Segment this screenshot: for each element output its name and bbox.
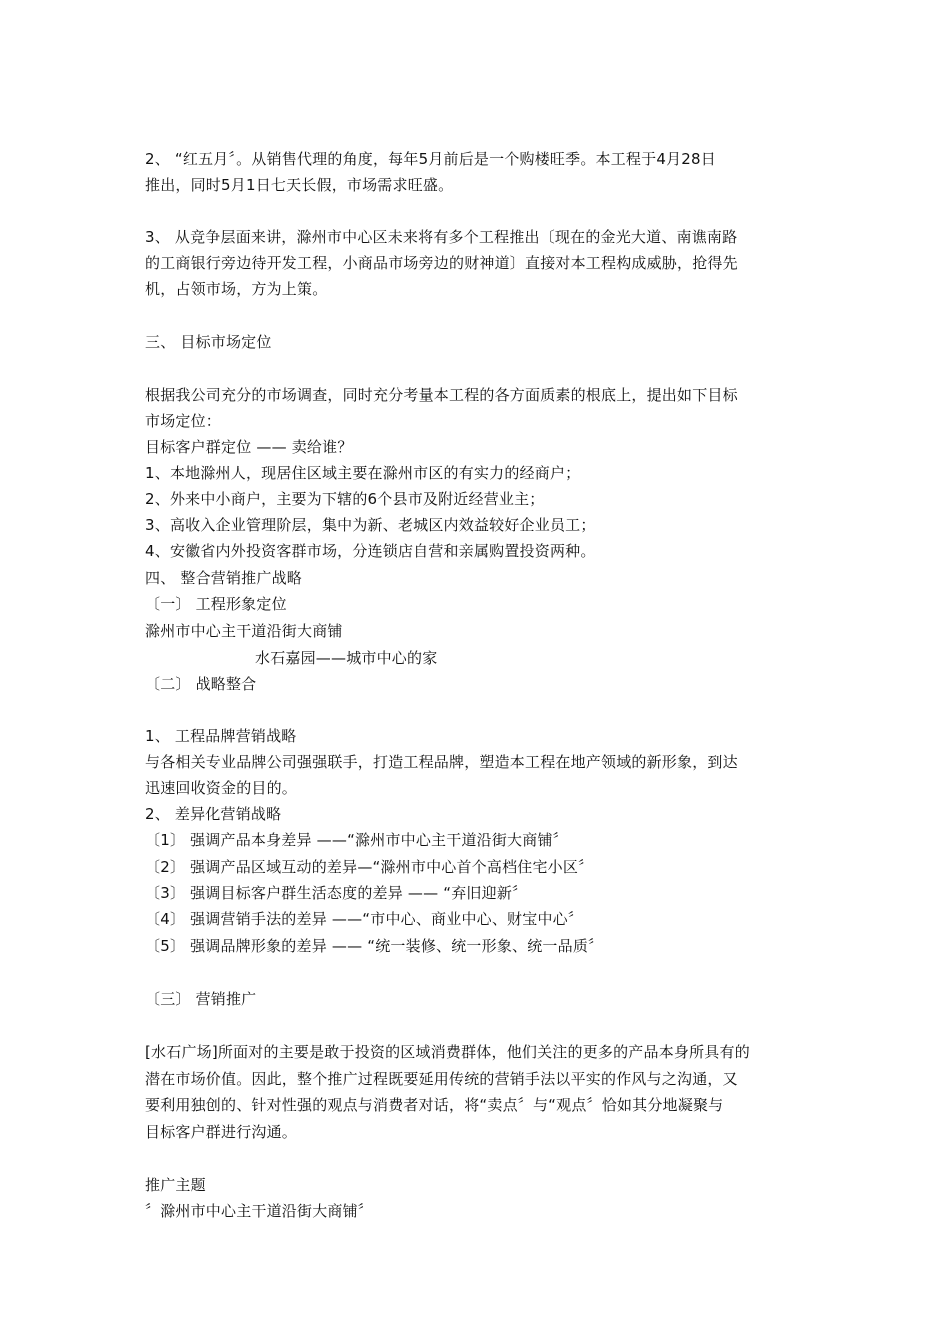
text-line: 〞滁州市中心主干道沿街大商铺〞 — [145, 1202, 374, 1220]
text-line: 滁州市中心主干道沿街大商铺 — [145, 622, 343, 640]
list-item: 3、高收入企业管理阶层，集中为新、老城区内效益较好企业员工； — [145, 516, 596, 534]
text-line: 要利用独创的、针对性强的观点与消费者对话，将“卖点〞与“观点〞恰如其分地凝聚与 — [145, 1096, 724, 1114]
text-line: 2、 差异化营销战略 — [145, 805, 282, 823]
subsection-heading: 〔三〕 营销推广 — [145, 990, 257, 1008]
text-line: 机，占领市场，方为上策。 — [145, 280, 328, 298]
subsection-heading: 〔二〕 战略整合 — [145, 675, 257, 693]
text-line: 推出，同时5月1日七天长假，市场需求旺盛。 — [145, 176, 454, 194]
text-line: 推广主题 — [145, 1176, 206, 1194]
list-item: 〔1〕 强调产品本身差异 ——“滁州市中心主干道沿街大商铺〞 — [145, 831, 568, 849]
list-item: 4、安徽省内外投资客群市场，分连锁店自营和亲属购置投资两种。 — [145, 542, 596, 560]
section-heading: 四、 整合营销推广战略 — [145, 569, 302, 587]
text-line: 的工商银行旁边待开发工程，小商品市场旁边的财神道〕直接对本工程构成威胁，抢得先 — [145, 254, 738, 272]
text-line: 市场定位： — [145, 412, 222, 430]
text-line: [水石广场]所面对的主要是敢于投资的区域消费群体，他们关注的更多的产品本身所具有的 — [145, 1043, 750, 1061]
text-line: 1、 工程品牌营销战略 — [145, 727, 297, 745]
list-item: 〔3〕 强调目标客户群生活态度的差异 —— “弃旧迎新〞 — [145, 884, 528, 902]
text-line: 潜在市场价值。因此，整个推广过程既要延用传统的营销手法以平实的作风与之沟通，又 — [145, 1070, 738, 1088]
text-line: 目标客户群进行沟通。 — [145, 1123, 298, 1141]
slogan-line: 水石嘉园——城市中心的家 — [255, 649, 438, 667]
text-line: 与各相关专业品牌公司强强联手，打造工程品牌，塑造本工程在地产领域的新形象，到达 — [145, 753, 738, 771]
text-line: 2、 “红五月〞。从销售代理的角度，每年5月前后是一个购楼旺季。本工程于4月28日 — [145, 150, 716, 168]
list-item: 〔2〕 强调产品区域互动的差异—“滁州市中心首个高档住宅小区〞 — [145, 858, 594, 876]
section-heading: 三、 目标市场定位 — [145, 333, 272, 351]
text-line: 3、 从竞争层面来讲，滁州市中心区未来将有多个工程推出〔现在的金光大道、南谯南路 — [145, 228, 738, 246]
list-item: 2、外来中小商户，主要为下辖的6个县市及附近经营业主； — [145, 490, 545, 508]
text-line: 根据我公司充分的市场调查，同时充分考量本工程的各方面质素的根底上，提出如下目标 — [145, 386, 738, 404]
text-line: 迅速回收资金的目的。 — [145, 779, 298, 797]
list-item: 〔4〕 强调营销手法的差异 ——“市中心、商业中心、财宝中心〞 — [145, 910, 584, 928]
subsection-heading: 〔一〕 工程形象定位 — [145, 595, 287, 613]
list-item: 1、本地滁州人，现居住区域主要在滁州市区的有实力的经商户； — [145, 464, 581, 482]
list-item: 〔5〕 强调品牌形象的差异 —— “统一装修、统一形象、统一品质〞 — [145, 937, 604, 955]
text-line: 目标客户群定位 —— 卖给谁？ — [145, 438, 353, 456]
